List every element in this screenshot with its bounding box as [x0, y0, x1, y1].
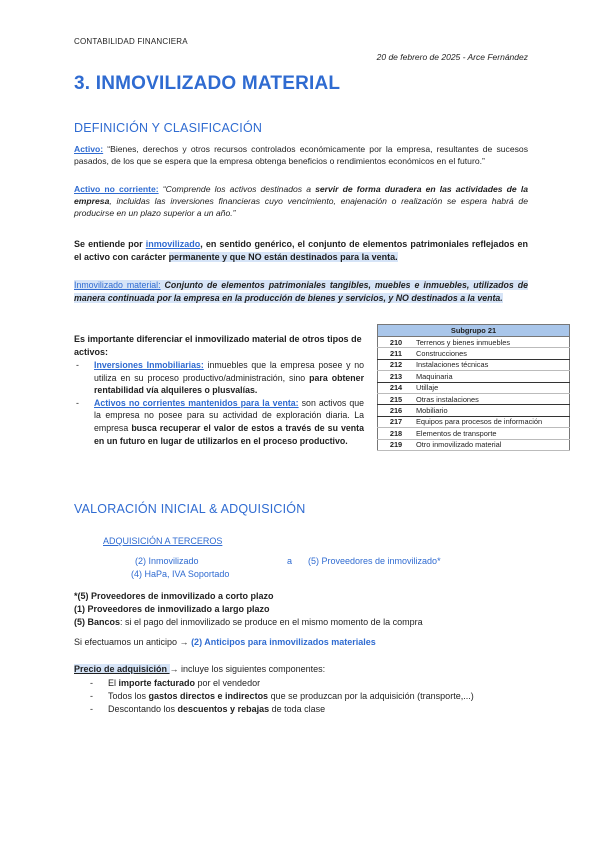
- table-row: [378, 348, 570, 359]
- table-row: [378, 428, 570, 439]
- row-code: 218: [378, 428, 415, 439]
- asset-types-list: [74, 359, 364, 447]
- row-label: Equipos para procesos de información: [414, 416, 570, 427]
- note-bancos-label: (5) Bancos: [74, 617, 121, 627]
- activo-definition: [74, 143, 528, 167]
- table-row: [378, 416, 570, 427]
- row-label: Construcciones: [414, 348, 570, 359]
- row-code: 210: [378, 337, 415, 348]
- activo-text: “Bienes, derechos y otros recursos controlados económicamente por la empresa, resultantes de sucesos pasados, de los que se espera que la empresa obtenga beneficios o rendimientos económicos en el futuro.”: [74, 144, 528, 167]
- item2-text: son activos que la empresa no posee para su actividad de exploración diaria. La empresa: [94, 397, 364, 433]
- section-heading-definicion: DEFINICIÓN Y CLASIFICACIÓN: [74, 121, 263, 135]
- row-code: 213: [378, 371, 415, 382]
- row-code: 219: [378, 439, 415, 450]
- item1-label: Inversiones Inmobiliarias:: [94, 360, 204, 370]
- row-label: Otro inmovilizado material: [414, 439, 570, 450]
- b2c: que se produzcan por la adquisición (transporte,...): [268, 691, 474, 701]
- entry-a: a: [287, 556, 293, 566]
- note-bancos-text: : si el pago del inmovilizado se produce en el mismo momento de la compra: [120, 617, 423, 627]
- precio-line: [74, 664, 325, 674]
- table-row: [378, 337, 570, 348]
- entry-credit-proveedores: (5) Proveedores de inmovilizado*: [308, 556, 441, 566]
- im-label: Inmovilizado material:: [74, 280, 161, 290]
- list-item: [88, 677, 544, 690]
- p2-b: , en sentido genérico, el conjunto de elementos patrimoniales reflejados en el activo con carácter: [74, 239, 529, 262]
- inmovilizado-link[interactable]: inmovilizado: [145, 239, 201, 249]
- note-bancos: [74, 616, 534, 629]
- row-label: Instalaciones técnicas: [414, 359, 570, 370]
- note-largo-plazo: (1) Proveedores de inmovilizado a largo plazo: [74, 604, 270, 614]
- b2a: Todos los: [108, 691, 149, 701]
- item1-text: inmuebles que la empresa posee y no utiliza en su proceso productivo/administración, sino: [94, 360, 364, 383]
- table-row: [378, 393, 570, 404]
- anticipo-line: [74, 637, 376, 647]
- inmovilizado-material-definition: [74, 279, 528, 304]
- list-item-inversiones: [74, 359, 364, 397]
- page-title: 3. INMOVILIZADO MATERIAL: [74, 73, 341, 94]
- table-row: [378, 359, 570, 370]
- row-code: 214: [378, 382, 415, 393]
- table-row: [378, 405, 570, 416]
- row-label: Mobiliario: [414, 405, 570, 416]
- anticipo-account: (2) Anticipos para inmovilizados materiales: [191, 637, 376, 647]
- item2-bold: busca recuperar el valor de estos a través de su venta en un futuro en lugar de utilizarlos en el proceso productivo.: [94, 422, 365, 446]
- b2b: gastos directos e indirectos: [148, 691, 269, 701]
- list-item: [88, 703, 544, 716]
- row-code: 211: [378, 348, 415, 359]
- b3c: de toda clase: [269, 704, 326, 714]
- table-header: Subgrupo 21: [378, 325, 570, 337]
- activo-label: Activo:: [74, 144, 104, 154]
- item2-label: Activos no corrientes mantenidos para la venta:: [94, 397, 299, 408]
- item1-bold: para obtener rentabilidad vía alquileres o plusvalías.: [94, 372, 364, 396]
- precio-components-list: [74, 677, 544, 716]
- row-label: Elementos de transporte: [414, 428, 570, 439]
- running-header: CONTABILIDAD FINANCIERA: [74, 37, 188, 46]
- p2-highlight: permanente y que NO están destinados para la venta.: [168, 252, 398, 262]
- table-row: [378, 439, 570, 450]
- b1c: por el vendedor: [195, 678, 261, 688]
- note-corto-plazo: *(5) Proveedores de inmovilizado a corto plazo: [74, 591, 274, 601]
- precio-text: → incluye los siguientes componentes:: [169, 664, 326, 674]
- proveedores-notes: [74, 590, 534, 629]
- row-code: 215: [378, 393, 415, 404]
- list-item: [88, 690, 544, 703]
- table-row: [378, 382, 570, 393]
- row-code: 212: [378, 359, 415, 370]
- b1a: El: [108, 678, 119, 688]
- inmovilizado-paragraph: [74, 238, 528, 264]
- entry-debit-inmovilizado: (2) Inmovilizado: [135, 556, 199, 566]
- row-label: Maquinaria: [414, 371, 570, 382]
- row-label: Terrenos y bienes inmuebles: [414, 337, 570, 348]
- differentiate-intro: Es importante diferenciar el inmovilizado material de otros tipos de activos:: [74, 334, 362, 357]
- anticipo-text: Si efectuamos un anticipo →: [74, 637, 192, 647]
- p2-a: Se entiende por: [74, 239, 146, 249]
- anc-bold: servir de forma duradera en las actividades de la empresa: [74, 184, 528, 207]
- anc-text1: “Comprende los activos destinados a: [158, 184, 316, 194]
- b1b: importe facturado: [118, 678, 196, 688]
- row-code: 217: [378, 416, 415, 427]
- anc-definition: [74, 183, 528, 220]
- list-item-activos-venta: [74, 397, 364, 447]
- row-label: Otras instalaciones: [414, 393, 570, 404]
- anc-text2: , incluidas las inversiones financieras cuyo vencimiento, enajenación o realización se espera habrá de producirse en un plazo superior a un año.”: [74, 196, 528, 219]
- row-code: 216: [378, 405, 415, 416]
- entry-debit-iva: (4) HaPa, IVA Soportado: [131, 569, 230, 579]
- b3b: descuentos y rebajas: [177, 704, 270, 714]
- b3a: Descontando los: [108, 704, 178, 714]
- table-row: [378, 371, 570, 382]
- im-text: Conjunto de elementos patrimoniales tangibles, muebles e inmuebles, utilizados de manera continuada por la empresa en la producción de bienes y servicios, y NO destinados a la venta.: [74, 280, 528, 303]
- anc-label: Activo no corriente:: [74, 184, 159, 194]
- section-heading-valoracion: VALORACIÓN INICIAL & ADQUISICIÓN: [74, 502, 306, 516]
- precio-label: Precio de adquisición: [74, 664, 170, 674]
- subheading-adquisicion: ADQUISICIÓN A TERCEROS: [103, 536, 223, 546]
- row-label: Utillaje: [414, 382, 570, 393]
- date-author: 20 de febrero de 2025 - Arce Fernández: [376, 52, 528, 62]
- subgroup-21-table: [377, 324, 570, 451]
